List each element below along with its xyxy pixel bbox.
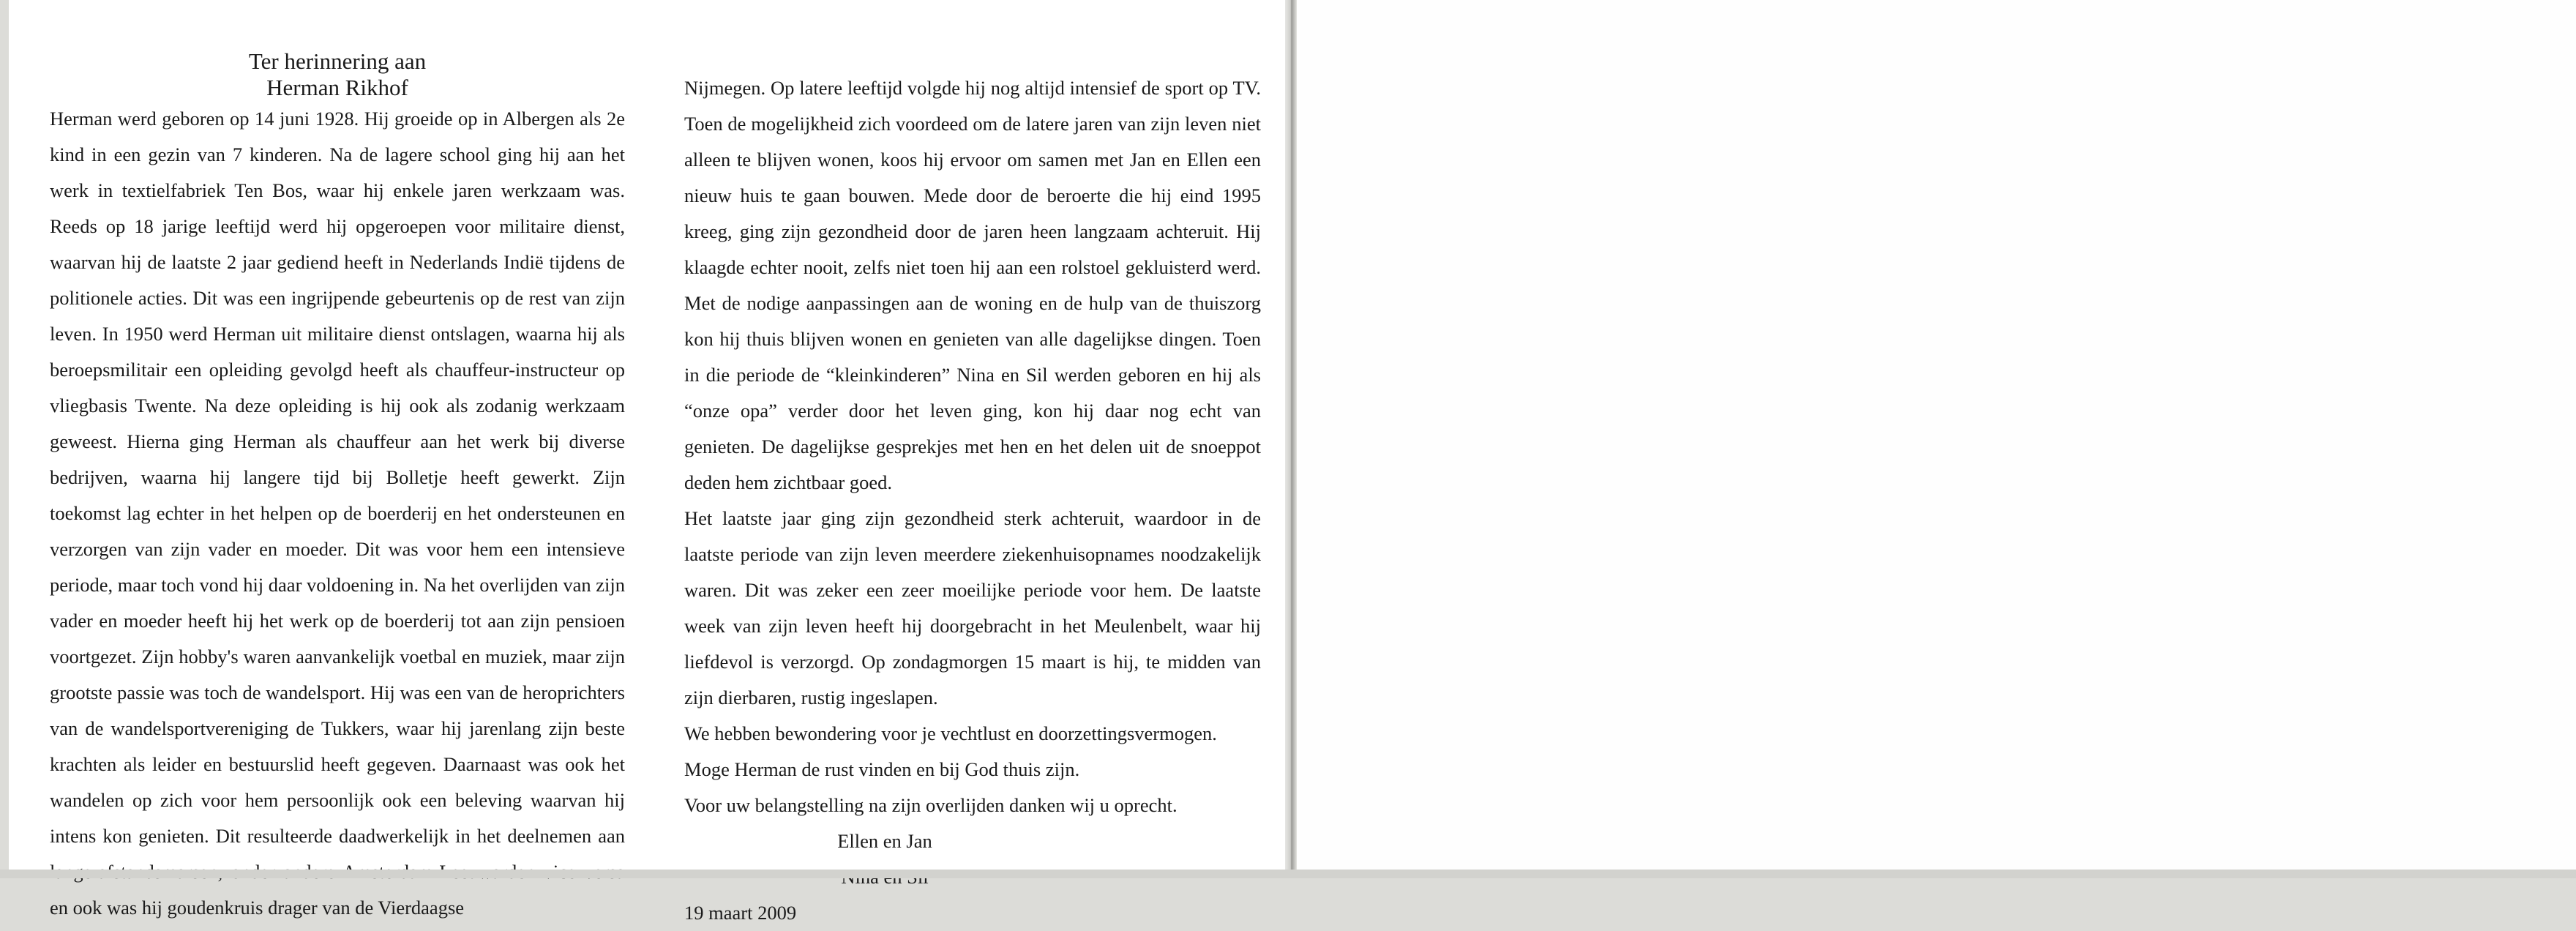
left-text-column xyxy=(50,101,625,926)
title-line-1: Ter herinnering aan xyxy=(248,48,427,74)
biography-continuation: Nijmegen. Op latere leeftijd volgde hij nog altijd intensief de sport op TV. Toen de mogelijkheid zich voordeed om de latere jaren van zijn leven niet alleen te blijven wonen, koos hij ervoor om samen met Jan en Ellen een nieuw huis te gaan bouwen. Mede door de beroerte die hij eind 1995 kreeg, ging zijn gezondheid door de jaren heen langzaam achteruit. Hij klaagde echter nooit, zelfs niet toen hij aan een rolstoel gekluisterd werd. Met de nodige aanpassingen aan de woning en de hulp van de thuiszorg kon hij thuis blijven wonen en genieten van alle dagelijkse dingen. Toen in die periode de “kleinkinderen” Nina en Sil werden geboren en hij als “onze opa” verder door het leven ging, kon hij daar nog echt van genieten. De dagelijkse gesprekjes met hen en het delen uit de snoeppot deden hem zichtbaar goed. xyxy=(684,77,1261,493)
date-line: 19 maart 2009 xyxy=(684,902,797,924)
admiration-line: We hebben bewondering voor je vechtlust en doorzettingsvermogen. xyxy=(684,722,1217,744)
rest-wish-line: Moge Herman de rust vinden en bij God thuis zijn. xyxy=(684,758,1080,780)
right-text-column xyxy=(684,70,1261,931)
final-year-paragraph: Het laatste jaar ging zijn gezondheid sterk achteruit, waardoor in de laatste periode van zijn leven meerdere ziekenhuisopnames noodzakelijk waren. Dit was zeker een zeer moeilijke periode voor hem. De laatste week van zijn leven heeft hij doorgebracht in het Meulenbelt, waar hij liefdevol is verzorgd. Op zondagmorgen 15 maart is hij, te midden van zijn dierbaren, rustig ingeslapen. xyxy=(684,507,1261,708)
card-fold xyxy=(1285,0,1297,878)
right-panel xyxy=(1297,0,2576,870)
scan-bottom-edge xyxy=(0,870,2576,878)
thanks-line: Voor uw belangstelling na zijn overlijden danken wij u oprecht. xyxy=(684,794,1177,816)
card-title xyxy=(50,48,625,101)
title-name: Herman Rikhof xyxy=(266,75,408,100)
biography-paragraph: Herman werd geboren op 14 juni 1928. Hij groeide op in Albergen als 2e kind in een gezin van 7 kinderen. Na de lagere school ging hij aan het werk in textielfabriek Ten Bos, waar hij enkele jaren werkzaam was. Reeds op 18 jarige leeftijd werd hij opgeroepen voor militaire dienst, waarvan hij de laatste 2 jaar gediend heeft in Nederlands Indië tijdens de politionele acties. Dit was een ingrijpende gebeurtenis op de rest van zijn leven. In 1950 werd Herman uit militaire dienst ontslagen, waarna hij als beroepsmilitair een opleiding gevolgd heeft als chauffeur-instructeur op vliegbasis Twente. Na deze opleiding is hij ook als zodanig werkzaam geweest. Hierna ging Herman als chauffeur aan het werk bij diverse bedrijven, waarna hij langere tijd bij Bolletje heeft gewerkt. Zijn toekomst lag echter in het helpen op de boerderij en het ondersteunen en verzorgen van zijn vader en moeder. Dit was voor hem een intensieve periode, maar toch vond hij daar voldoening in. Na het overlijden van zijn vader en moeder heeft hij het werk op de boerderij tot aan zijn pensioen voortgezet. Zijn hobby's waren aanvankelijk voetbal en muziek, maar zijn grootste passie was toch de wandelsport. Hij was een van de heroprichters van de wandelsportvereniging de Tukkers, waar hij jarenlang zijn beste krachten als leider en bestuurslid heeft gegeven. Daarnaast was ook het wandelen op zich voor hem persoonlijk ook een beleving waarvan hij intens kon genieten. Dit resulteerde daadwerkelijk in het deelnemen aan en ook was hij goudenkruis drager van de Vierdaagse xyxy=(50,108,625,919)
left-panel xyxy=(9,0,1285,924)
signature-ellen-jan: Ellen en Jan xyxy=(837,830,932,852)
